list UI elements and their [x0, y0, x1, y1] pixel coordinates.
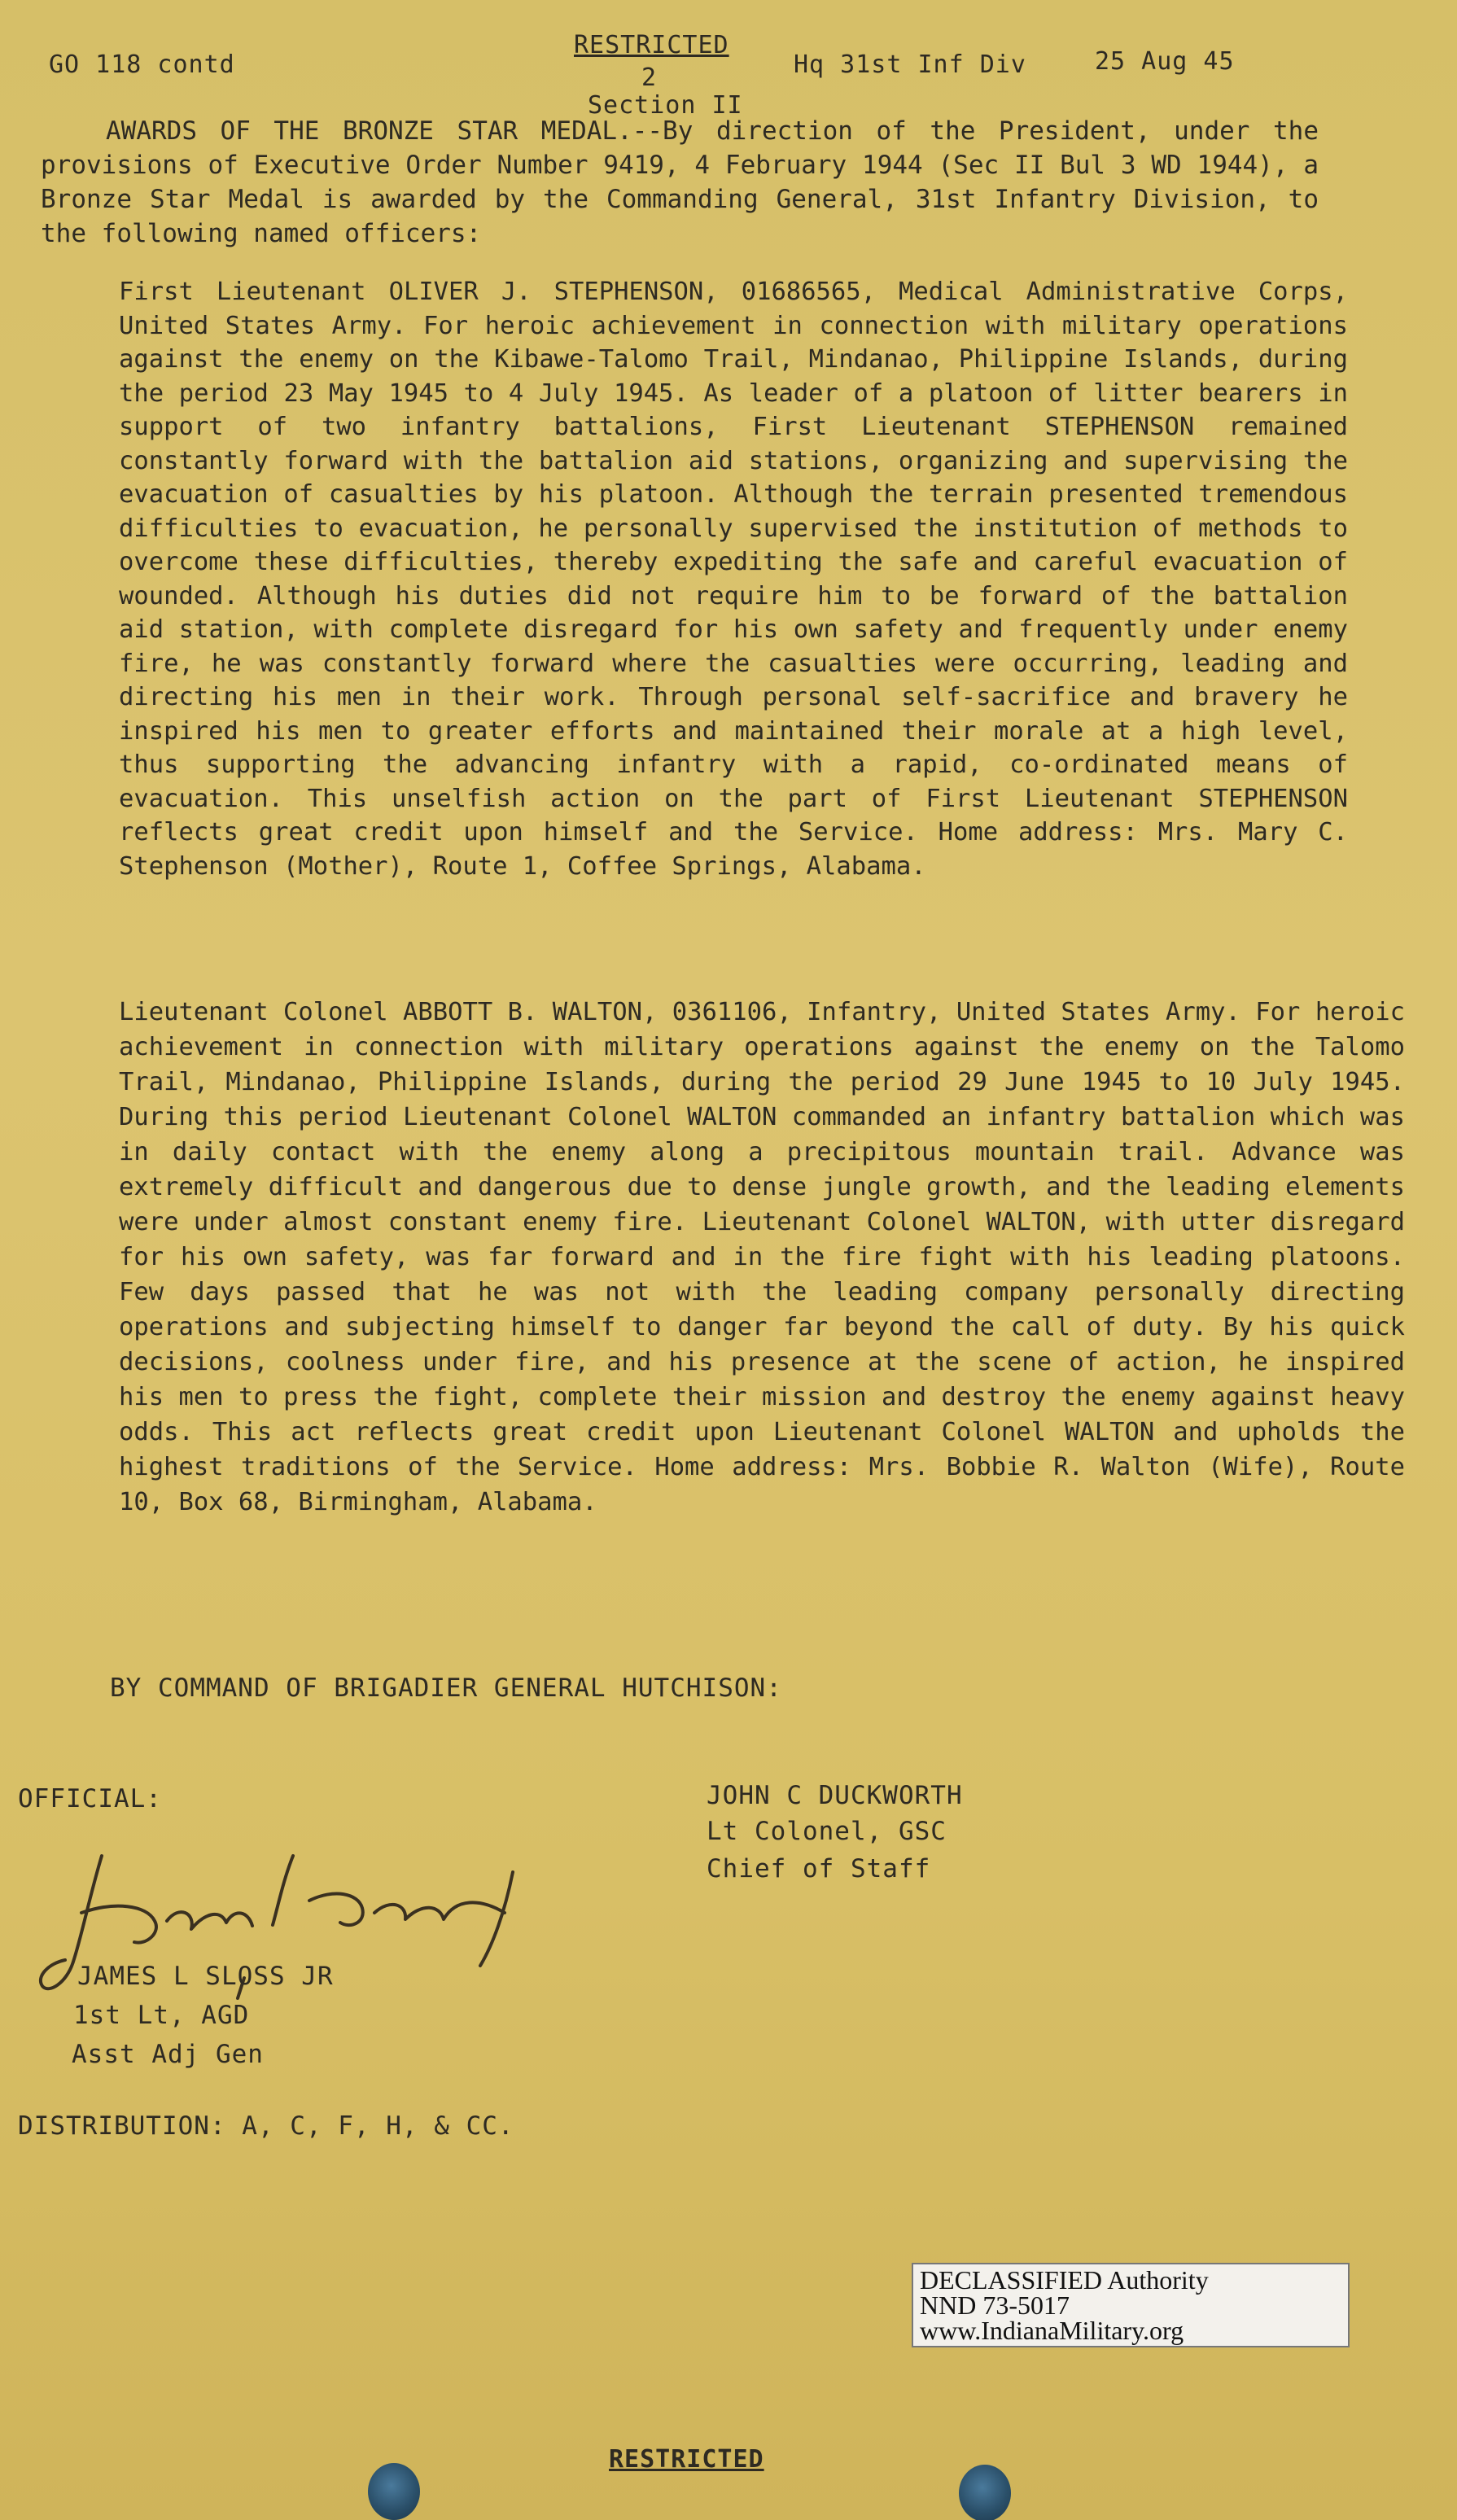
binder-hole-left	[368, 2463, 420, 2520]
footer-classification: RESTRICTED	[609, 2445, 764, 2474]
declassified-stamp	[912, 2263, 1350, 2347]
chief-name: JOHN C DUCKWORTH	[707, 1781, 963, 1810]
official-title: Asst Adj Gen	[72, 2040, 264, 2069]
header-left: GO 118 contd	[49, 50, 235, 79]
official-name: JAMES L SLOSS JR	[77, 1962, 334, 1991]
stamp-line-2: NND 73-5017	[920, 2290, 1070, 2320]
distribution-line: DISTRIBUTION: A, C, F, H, & CC.	[18, 2111, 514, 2141]
stamp-line-3: www.IndianaMilitary.org	[920, 2316, 1184, 2345]
header-hq: Hq 31st Inf Div	[794, 50, 1026, 79]
intro-paragraph: AWARDS OF THE BRONZE STAR MEDAL.--By direction of the President, under the provisions of Executive Order Number 9419, 4 February 1944 (Sec II Bul 3 WD 1944), a Bronze Star Medal is awarded by the Commanding General, 31st Infantry Division, to the following named officers:	[41, 116, 1319, 248]
citation-walton: Lieutenant Colonel ABBOTT B. WALTON, 0361106, Infantry, United States Army. For heroic achievement in connection with military operations against the enemy on the Talomo Trail, Mindanao, Philippine Islands, during the period 29 June 1945 to 10 July 1945. During this period Lieutenant Colonel WALTON commanded an infantry battalion which was in daily contact with the enemy along a precipitous mountain trail. Advance was extremely difficult and dangerous due to dense jungle growth, and the leading elements were under almost constant enemy fire. Lieutenant Colonel WALTON, with utter disregard for his own safety, was far forward and in the fire fight with his leading platoons. Few days passed that he was not with the leading company personally directing operations and subjecting himself to danger far beyond the call of duty. By his quick decisions, coolness under fire, and his presence at the scene of action, he inspired his men to press the fight, complete their mission and destroy the enemy against heavy odds. This act reflects great credit upon Lieutenant Colonel WALTON and upholds the highest traditions of the Service. Home address: Mrs. Bobbie R. Walton (Wife), Route 10, Box 68, Birmingham, Alabama.	[119, 998, 1405, 1516]
binder-hole-right	[959, 2465, 1011, 2520]
official-rank: 1st Lt, AGD	[73, 2001, 250, 2030]
stamp-line-1: DECLASSIFIED Authority	[920, 2265, 1209, 2295]
chief-rank: Lt Colonel, GSC	[707, 1817, 947, 1846]
official-label: OFFICIAL:	[18, 1784, 162, 1813]
chief-title: Chief of Staff	[707, 1854, 931, 1883]
header-page-number: 2	[641, 63, 658, 92]
citation-stephenson: First Lieutenant OLIVER J. STEPHENSON, 01686565, Medical Administrative Corps, United States Army. For heroic achievement in connection with military operations against the enemy on the Kibawe-Talomo Trail, Mindanao, Philippine Islands, during the period 23 May 1945 to 4 July 1945. As leader of a platoon of litter bearers in support of two infantry battalions, First Lieutenant STEPHENSON remained constantly forward with the battalion aid stations, organizing and supervising the evacuation of casualties by his platoon. Although the terrain presented tremendous difficulties to evacuation, he personally supervised the institution of methods to overcome these difficulties, thereby expediting the safe and careful evacuation of wounded. Although his duties did not require him to be forward of the battalion aid station, with complete disregard for his own safety and frequently under enemy fire, he was constantly forward where the casualties were occurring, leading and directing his men in their work. Through personal self-sacrifice and bravery he inspired his men to greater efforts and maintained their morale at a high level, thus supporting the advancing infantry with a rapid, co-ordinated means of evacuation. This unselfish action on the part of First Lieutenant STEPHENSON reflects great credit upon himself and the Service. Home address: Mrs. Mary C. Stephenson (Mother), Route 1, Coffee Springs, Alabama.	[119, 278, 1348, 881]
section-title: Section II	[588, 91, 743, 120]
header-date: 25 Aug 45	[1095, 47, 1235, 76]
by-command-line: BY COMMAND OF BRIGADIER GENERAL HUTCHISON:	[110, 1673, 782, 1703]
header-classification: RESTRICTED	[574, 31, 729, 59]
